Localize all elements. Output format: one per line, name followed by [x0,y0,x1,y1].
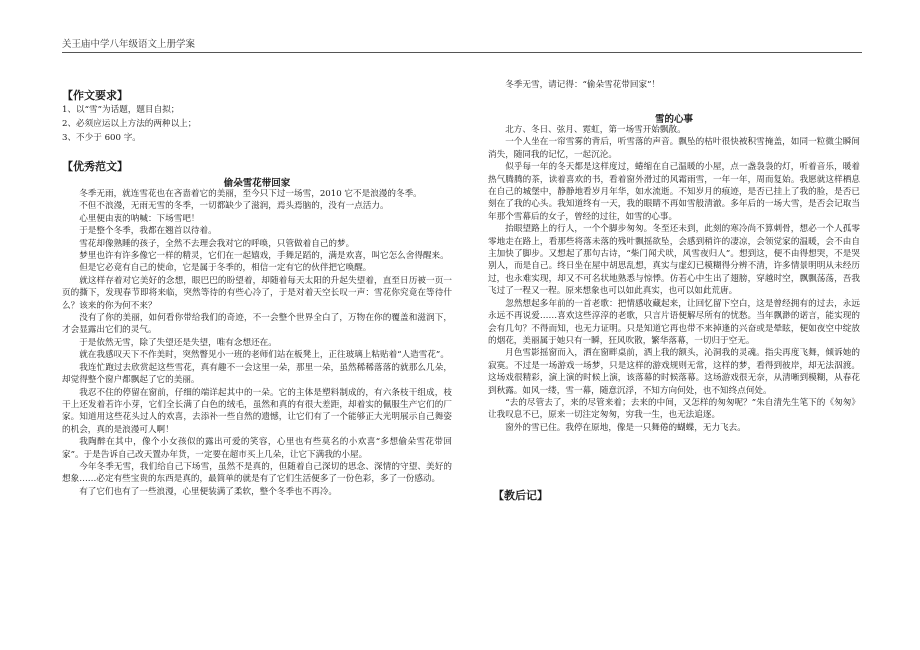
paragraph: 心里便由衷的呐喊：下场雪吧！ [79,213,200,224]
paragraph: 忽然想起多年前的一首老歌：把情感收藏起来，让回忆留下空白，这是曾经拥有的过去，永远永远不再说爱……喜欢这些淳淳的老歌，只言片语便解尽所有的忧愁。当年飘渺的诺言，能实现的会有几句？不得而知，也无力证明。只是知道它再也带不来掉逢的兴奋或是晕眩，便如夜空中绽放的烟花，美丽属于她只有一瞬，狂风吹散，繁华落幕，一切归于空无。 [488,298,860,346]
paragraph: “去的尽管去了，来的尽管来着；去来的中间，又怎样的匆匆呢？”朱自清先生笔下的《匆匆》让我叹息不已，原来一切注定匆匆，穷我一生，也无法追逐。 [488,397,860,421]
paragraph: 没有了你的美丽，如何看你带给我们的奇迹，不一会整个世界全白了，万物在你的覆盖和滋润下，才会显露出它们的灵气。 [62,313,452,336]
paragraph: 我忍不住的停留在窗前，仔细的端详起其中的一朵。它的主体是塑料制成的，有六条枝干组成，枝干上还发着若许小芽，它们全长满了白色的绒毛，虽然和真的有很大差距，却着实的佩服生产它们的厂家。知道用这些花头过人的欢喜，去添补一些自然的遗憾，让它们有了一个能够正大光明展示自己舞姿的机会，真的是浪漫可人啊！ [62,387,452,435]
paragraph: 今年冬季无雪，我们给自己下场雪，虽然不是真的，但随着自己深切的思念、深情的守望、美好的想象……必定有些宝贵的东西是真的，最简单的就是有了它们生活便多了一份色彩，多了一份感动。 [62,461,452,485]
right-top-line-wrap [488,79,860,91]
paragraph: 就这样存着对它美好的念想，眼巴巴的盼望着，却随着每天太阳的升起失望着，直至日历被一页一页的撕下，发现春节即将来临，突然等待的有些心冷了，于是对着天空长叹一声：雪花你究竟在等待什么？该来的你为何不来？ [62,275,452,311]
essay2-title: 雪的心事 [654,114,693,125]
essay2-body [488,124,860,434]
paragraph: 雪花却像熟睡的孩子，全然不去理会我对它的呼唤，只管做着自己的梦。 [79,238,355,249]
paragraph: 我连忙跑过去欣赏起这些雪花，真有趣不一会这里一朵，那里一朵，虽然稀稀落落的就那么几朵，却觉得整个窗户都飘起了它的美丽。 [62,362,452,386]
paragraph: 窗外的雪已住。我停在原地，像是一只舞倦的蝴蝶，无力飞去。 [505,422,746,433]
paragraph: 梦里也许有许多像它一样的精灵，它们在一起嬉戏，手舞足蹈的，满是欢喜，叫它怎么舍得醒来。 [79,251,449,262]
paragraph: 北方、冬日、弦月、霓虹，第一场雪开始飘散。 [505,125,686,135]
paragraph: 冬季无雨，就连雪花也在吝啬着它的美丽，至今只下过一场雪，2010 它不是浪漫的冬季。 [79,189,422,199]
essay1-closing-line: 冬季无雪，请记得：“偷朵雪花带回家”！ [505,80,661,90]
paragraph: 于是依然无雪，除了失望还是失望，唯有念想还在。 [79,337,277,348]
paragraph: 但是它必竟有自己的使命，它是属于冬季的，相信一定有它的伙伴把它唤醒。 [79,263,372,274]
paragraph: 抬眼望路上的行人，一个个脚步匆匆。冬至还未到，此刻的寒冷尚不算刺骨，想必一个人孤零零地走在路上，看那些将落未落的残叶飘摇欲坠，会感到稍许的凄凉，会领觉家的温暖，会不由自主加快了脚步。又想起了那句古诗，“柴门闻犬吠，风雪夜归人”。想到这，便不由得想哭，不是哭别人，而是自己。终日坐在屋中胡思乱想，真实与虚幻已模糊得分辨不清，许多情景明明从未经历过，也永难实现，却又不可名状地熟悉与惊悸。仿若心中生出了翅膀，穿越时空，飘飘荡荡，吾我飞过了一程又一程。原来想象也可以如此真实，也可以如此荒唐。 [488,224,860,297]
requirement-item: 1、以“雪”为话题，题目自拟； [62,105,180,115]
afterword-heading: 【教后记】 [493,489,548,502]
paragraph: 就在我感叹天下不作美时，突然瞥见小一班的老师们站在板凳上，正往玻璃上粘贴着“人造雪花”。 [79,350,449,361]
page-header: 关王庙中学八年级语文上册学案 [62,36,862,53]
requirement-item: 3、不少于 600 字。 [62,133,141,143]
paragraph: 月色雪影摇窗而入，洒在窗畔桌前，洒上我的额头，沁洞我的灵魂。指尖再度飞舞，倾诉她的寂寞。不过是一场游戏一场梦，只是这样的游戏规则无常，这样的梦，看得到彼岸，却无法泅渡。这场戏很精彩，演上演的时候上演，该落幕的时候落幕。这场游戏很无奈，从清晰到模糊，从春花到秋露。如风一缕，雪一幕，随意沉浮，不知方向何处，也不知终点何处。 [488,348,860,396]
requirements-heading: 【作文要求】 [62,89,128,102]
essay1-title: 偷朵雪花带回家 [223,178,291,189]
requirement-item: 2、必须应运以上方法的两种以上； [62,119,197,129]
paragraph: 于是整个冬季，我都在翘首以待着。 [79,226,217,237]
sample-heading: 【优秀范文】 [62,160,128,173]
requirements-list [62,103,452,145]
paragraph: 一个人坐在一帘雪雾的背后，听雪落的声音。飘坠的枯叶很快被积雪掩盖，如同一粒微尘瞬间消失，随同我的记忆，一起沉沦。 [488,137,860,160]
essay1-body [62,188,452,498]
paragraph: 我陶醉在其中，像个小女孩似的露出可爱的笑容，心里也有些莫名的小欢喜“多想偷朵雪花带回家”。于是告诉自己改天置办年货，一定要在超市买上几朵，让它下满我的小屋。 [62,437,452,460]
paragraph: 似乎每一年的冬天都是这样度过，蜷缩在自己温暖的小屋，点一盏袅袅的灯，听着音乐，暖着热气腾腾的茶，读着喜欢的书，看着窗外滑过的风霜雨雪，一年一年，周而复始。我愿就这样栖息在自己的城堡中，静静地看岁月年华，如水流逝。不知岁月的痕迹，是否已挂上了我的脸，是否已刻在了我的心头。我知道终有一天，我的眼睛不再如雪般清澈。多年后的一场大雪，是否会记取当年那个雪幕后的女子，曾经的过往，如雪的心事。 [488,162,860,222]
paragraph: 有了它们也有了一些浪漫，心里便装满了柔软，整个冬季也不再冷。 [79,486,338,497]
paragraph: 不但不浪漫，无雨无雪的冬季，一切都缺少了滋润，焉头焉脑的，没有一点活力。 [79,201,389,212]
